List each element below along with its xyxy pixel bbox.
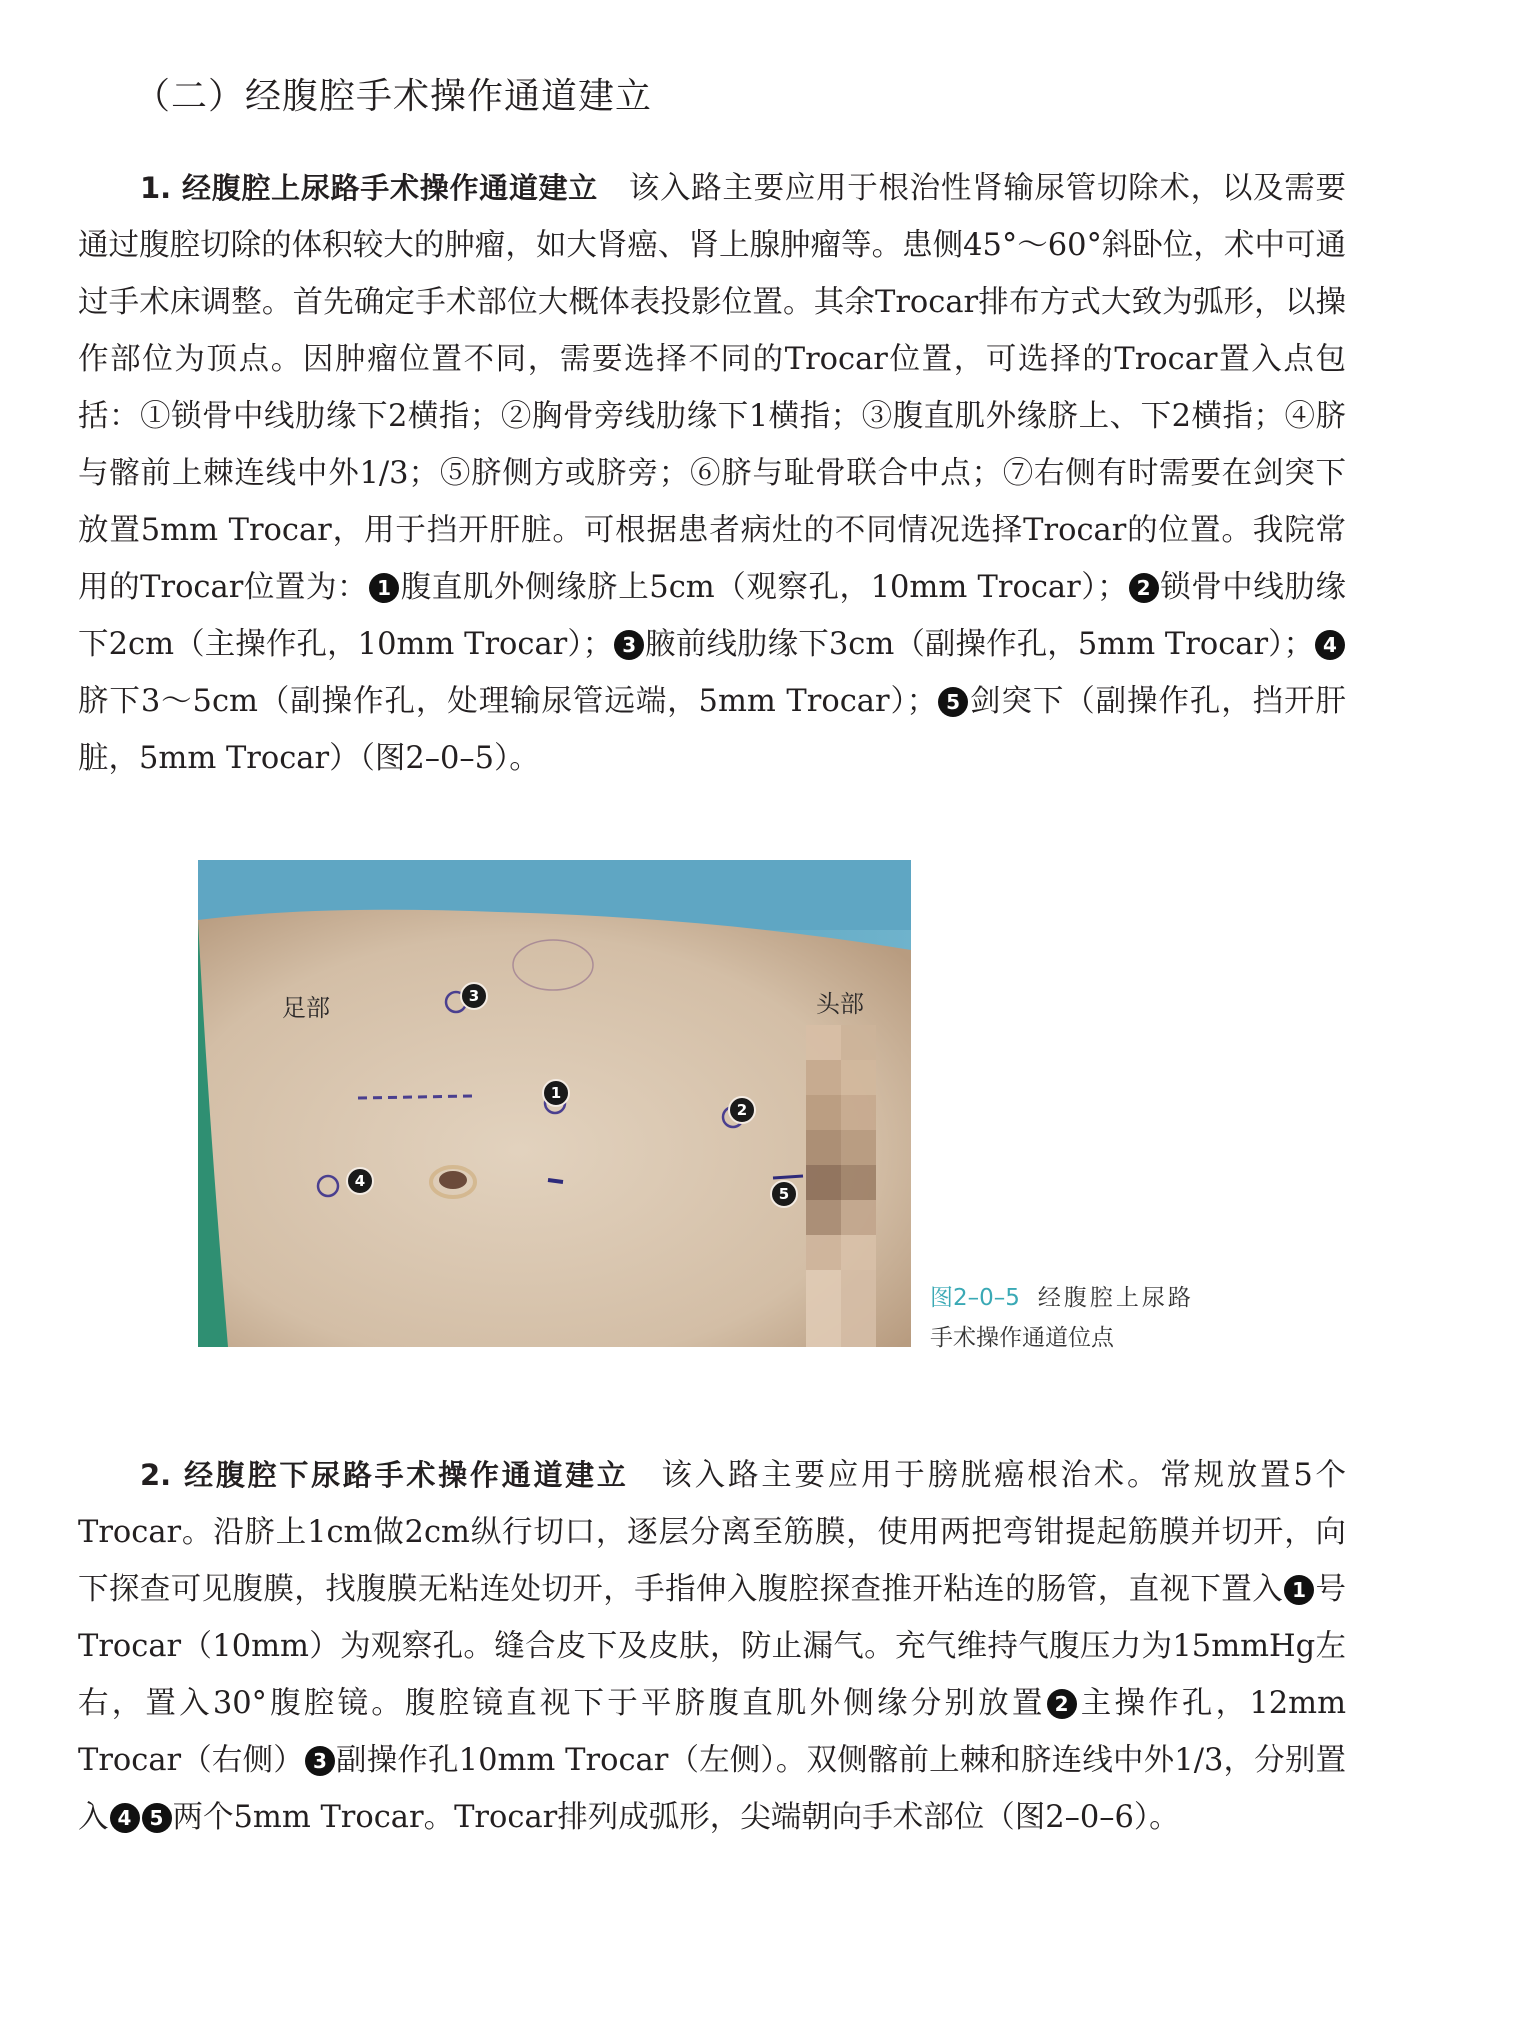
number-badge: 1 [369, 573, 399, 603]
number-badge: 2 [1047, 1689, 1077, 1719]
number-badge: 2 [1129, 573, 1159, 603]
number-badge: 3 [305, 1746, 335, 1776]
section-heading: （二）经腹腔手术操作通道建立 [134, 76, 653, 117]
trocar-position-photo [198, 860, 911, 1347]
number-badge: 5 [938, 687, 968, 717]
number-badge: 5 [142, 1803, 172, 1833]
label-head: 头部 [816, 990, 864, 1018]
marker-1: 1 [542, 1079, 570, 1107]
subsection-title-2: 2. 经腹腔下尿路手术操作通道建立 [140, 1458, 629, 1492]
label-foot: 足部 [282, 994, 330, 1022]
figure-number: 图2–0–5 [930, 1285, 1020, 1311]
marker-2: 2 [728, 1096, 756, 1124]
number-badge: 3 [614, 630, 644, 660]
marker-3: 3 [460, 982, 488, 1010]
number-badge: 4 [1315, 630, 1345, 660]
paragraph-2: 2. 经腹腔下尿路手术操作通道建立 该入路主要应用于膀胱癌根治术。常规放置5个Trocar。沿脐上1cm做2cm纵行切口，逐层分离至筋膜，使用两把弯钳提起筋膜并切开，向下探查可见腹膜，找腹膜无粘连处切开，手指伸入腹腔探查推开粘连的肠管，直视下置入 1 号Trocar（10mm）为观察孔。缝合皮下及皮肤，防止漏气。充气维持气腹压力为15mmHg左右，置入30°腹腔镜。腹腔镜直视下于平脐腹直肌外侧缘分别放置 2 主操作孔，12mm Trocar（右侧） 3 副操作孔10mm Trocar（左侧）。双侧髂前上棘和脐连线中外1/3，分别置入 4 5 两个5mm Trocar。Trocar排列成弧形，尖端朝向手术部位（图2–0–6）。 [78, 1458, 1347, 1835]
subsection-title-1: 1. 经腹腔上尿路手术操作通道建立 [140, 171, 599, 205]
figure-caption: 图2–0–5 经腹腔上尿路 手术操作通道位点 [930, 1285, 1194, 1351]
number-badge: 1 [1284, 1575, 1314, 1605]
paragraph-1: 1. 经腹腔上尿路手术操作通道建立 该入路主要应用于根治性肾输尿管切除术，以及需要通过腹腔切除的体积较大的肿瘤，如大肾癌、肾上腺肿瘤等。患侧45°～60°斜卧位，术中可通过手术床调整。首先确定手术部位大概体表投影位置。其余Trocar排布方式大致为弧形，以操作部位为顶点。因肿瘤位置不同，需要选择不同的Trocar位置，可选择的Trocar置入点包括：①锁骨中线肋缘下2横指；②胸骨旁线肋缘下1横指；③腹直肌外缘脐上、下2横指；④脐与髂前上棘连线中外1/3；⑤脐侧方或脐旁；⑥脐与耻骨联合中点；⑦右侧有时需要在剑突下放置5mm Trocar，用于挡开肝脏。可根据患者病灶的不同情况选择Trocar的位置。我院常用的Trocar位置为： 1 腹直肌外侧缘脐上5cm（观察孔，10mm Trocar）； 2 锁骨中线肋缘下2cm（主操作孔，10mm Trocar）； 3 腋前线肋缘下3cm（副操作孔，5mm Trocar）； 4脐下3～5cm（副操作孔，处理输尿管远端，5mm Trocar）； 5 剑突下（副操作孔，挡开肝脏，5mm Trocar）（图2–0–5）。 [78, 171, 1347, 776]
number-badge: 4 [110, 1803, 140, 1833]
marker-5: 5 [770, 1180, 798, 1208]
marker-4: 4 [346, 1167, 374, 1195]
